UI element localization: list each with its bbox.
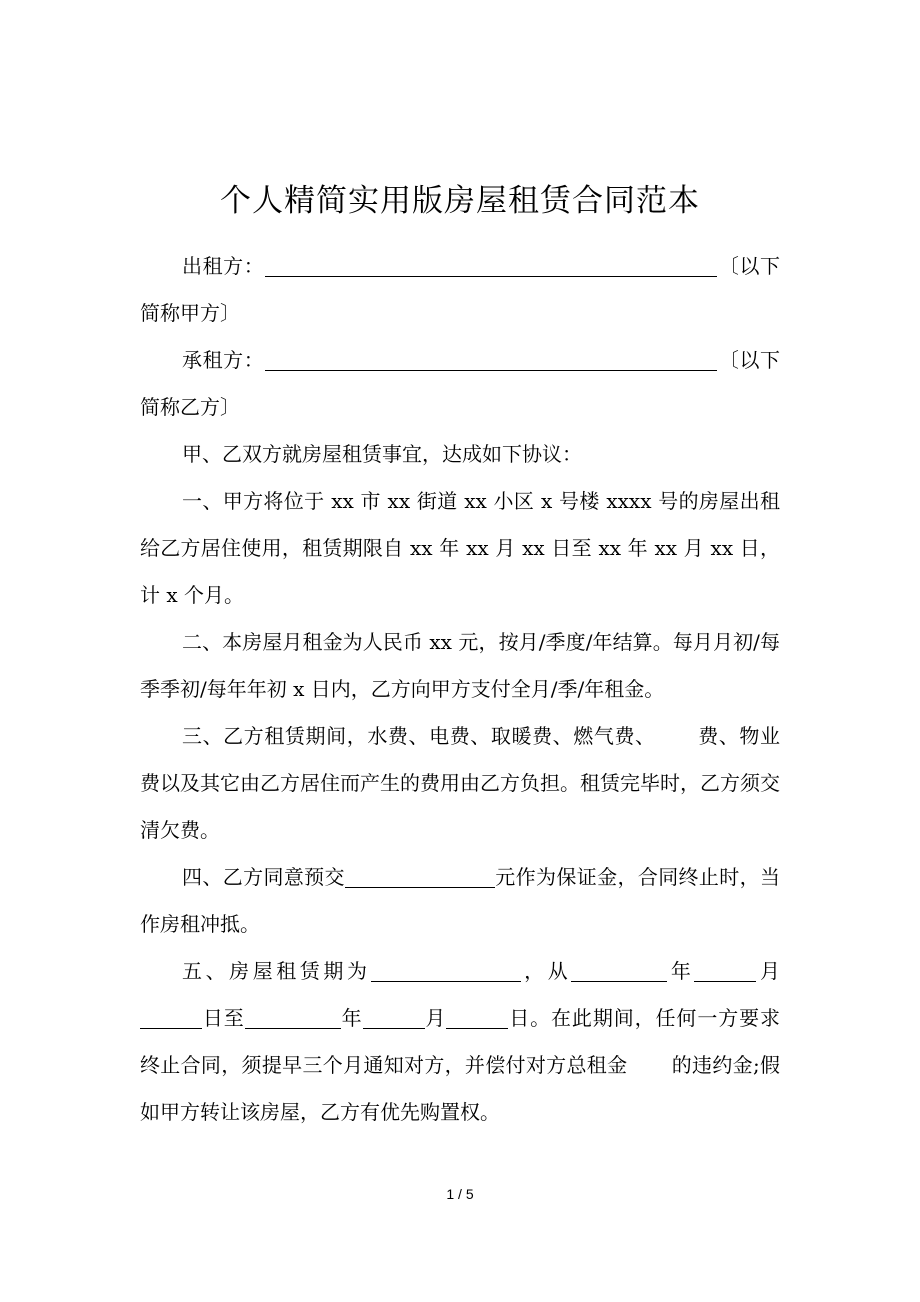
lessee-line (140, 337, 780, 431)
lessor-suffix: 〔以下简称甲方〕 (140, 254, 781, 325)
document-body (140, 243, 780, 1136)
lessee-label: 承租方： (182, 348, 265, 372)
end-day-blank (446, 1004, 508, 1029)
lessee-suffix: 〔以下简称乙方〕 (140, 348, 781, 419)
clause-5-month-1: 月 (756, 959, 781, 983)
clause-2: 二、本房屋月租金为人民币 xx 元，按月/季度/年结算。每月月初/每季季初/每年年初 x 日内，乙方向甲方支付全月/季/年租金。 (140, 630, 780, 701)
lessee-blank (265, 344, 717, 371)
start-day-blank (140, 1004, 202, 1029)
clause-5-part-c: 的违约金;假如甲方转让该房屋，乙方有优先购置权。 (140, 1053, 780, 1124)
clause-3-part-b: 费、物业费以及其它由乙方居住而产生的费用由乙方负担。租赁完毕时，乙方须交清欠费。 (140, 724, 781, 842)
end-month-blank (363, 1004, 425, 1029)
start-month-blank (694, 957, 756, 982)
clause-4 (140, 854, 780, 948)
clause-5 (140, 948, 780, 1136)
clause-4-part-a: 四、乙方同意预交 (182, 865, 345, 889)
lessor-line (140, 243, 780, 337)
clause-3 (140, 713, 780, 854)
clause-5-part-a: 五、房屋租赁期为 (182, 959, 371, 983)
clause-1: 一、甲方将位于 xx 市 xx 街道 xx 小区 x 号楼 xxxx 号的房屋出租给乙方居住使用，租赁期限自 xx 年 xx 月 xx 日至 xx 年 xx 月 xx 日，计 x 个月。 (140, 489, 780, 607)
term-blank (371, 957, 521, 982)
clause-5-day-end: 日。在此期间，任何一方要求终止合同，须提早三个月通知对方，并偿付对方总租金 (140, 1006, 781, 1077)
clause-5-from: ，从 (520, 959, 572, 983)
clause-3-part-a: 三、乙方租赁期间，水费、电费、取暖费、燃气费、 (182, 724, 656, 748)
clause-5-month-2: 月 (424, 1006, 447, 1030)
lessor-label: 出租方： (182, 254, 265, 278)
clause-5-day-to: 日至 (202, 1006, 245, 1030)
page-indicator: 1 / 5 (446, 1186, 474, 1202)
clause-4-part-b: 元作为保证金，合同终止时，当作房租冲抵。 (140, 865, 781, 936)
document-title: 个人精简实用版房屋租赁合同范本 (220, 183, 700, 219)
clause-5-year-2: 年 (340, 1006, 363, 1030)
clause-5-year-1: 年 (667, 959, 695, 983)
start-year-blank (571, 957, 667, 982)
intro-paragraph: 甲、乙双方就房屋租赁事宜，达成如下协议： (182, 442, 582, 466)
deposit-blank (345, 863, 495, 888)
lessor-blank (265, 250, 717, 277)
end-year-blank (245, 1004, 341, 1029)
